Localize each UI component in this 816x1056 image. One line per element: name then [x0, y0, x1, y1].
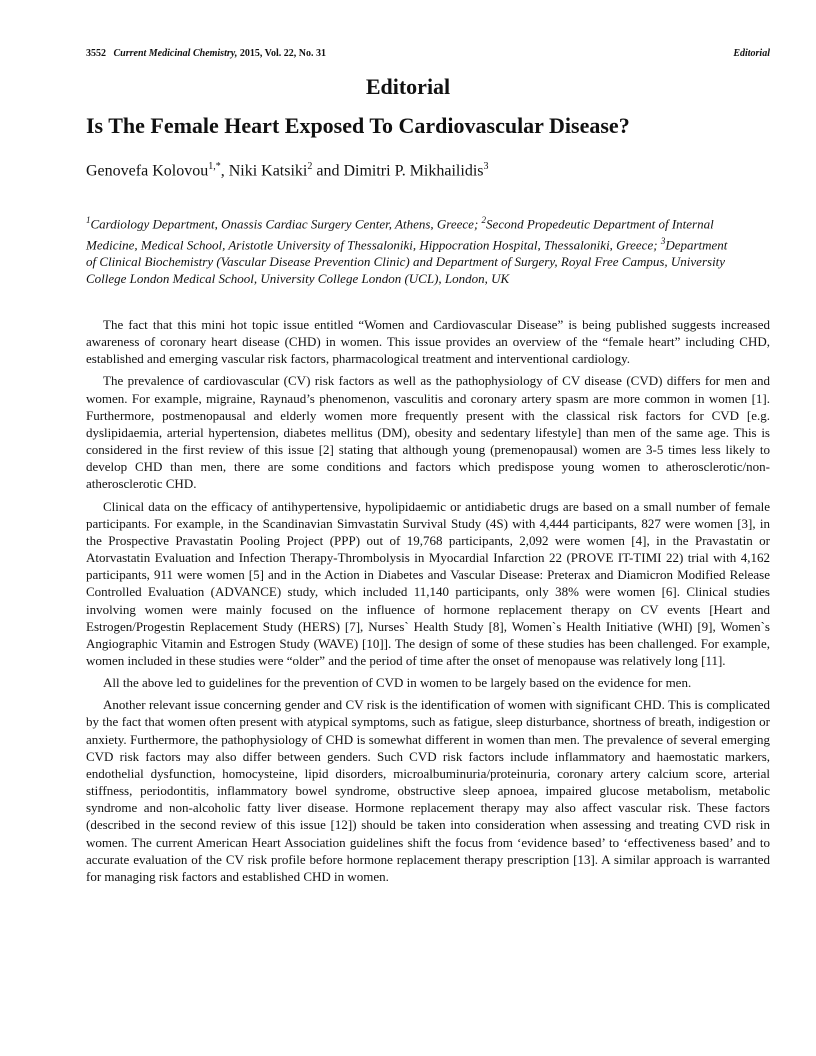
author-affiliation-marker: 3	[483, 161, 489, 172]
author-name: Niki Katsiki	[228, 162, 308, 180]
running-header-left	[86, 48, 326, 59]
journal-name: Current Medicinal Chemistry,	[113, 48, 238, 59]
affiliation-text: Cardiology Department, Onassis Cardiac Surgery Center, Athens, Greece;	[90, 216, 482, 232]
body-paragraph: The prevalence of cardiovascular (CV) risk factors as well as the pathophysiology of CV disease (CVD) differs for men and women. For example, migraine, Raynaud’s phenomenon, vasculitis and coronary artery spasm are more common in women [1]. Furthermore, postmenopausal and elderly women more frequently present with the classical risk factors for CVD [e.g. dyslipidaemia, arterial hypertension, diabetes mellitus (DM), obesity and sedentary lifestyle] than men of the same age. This is considered in the first review of this issue [2] stating that although young (premenopausal) women are 3-5 times less likely to develop CHD than men, there are some conditions and factors which predispose young women to atherosclerotic/non-atherosclerotic CHD.	[86, 373, 770, 492]
affiliation-marker: 1	[86, 215, 91, 225]
body-paragraph: The fact that this mini hot topic issue entitled “Women and Cardiovascular Disease” is being published suggests increased awareness of coronary heart disease (CHD) in women. This issue provides an overview of the “female heart” including CHD, established and emerging vascular risk factors, pharmacological treatment and interventional cardiology.	[86, 317, 770, 367]
affiliation-marker: 3	[660, 235, 666, 246]
article-body	[86, 316, 770, 890]
journal-issue: 2015, Vol. 22, No. 31	[239, 48, 326, 59]
section-label: Editorial	[365, 74, 451, 99]
affiliation-text: Second Propedeutic Department of Internal Medicine, Medical School, Aristotle University of Thessaloniki, Hippocration Hospital, Thessaloniki, Greece;	[86, 216, 714, 252]
author-list	[86, 161, 770, 180]
author-name: Dimitri P. Mikhailidis	[343, 162, 484, 180]
affiliation-marker: 2	[481, 215, 487, 225]
affiliation-text: Department of Clinical Biochemistry (Vascular Disease Prevention Clinic) and Department of Surgery, Royal Free Campus, University College London Medical School, University College London (UCL), London, UK	[86, 236, 728, 287]
author-separator: and	[312, 162, 344, 180]
author-affiliation-marker: 2	[307, 161, 313, 172]
body-paragraph: Another relevant issue concerning gender and CV risk is the identification of women with significant CHD. This is complicated by the fact that women often present with atypical symptoms, such as fatigue, sleep disturbance, shortness of breath, indigestion or anxiety. Furthermore, the pathophysiology of CHD is somewhat different in women than men. The prevalence of several emerging CVD risk factors may also differ between genders. Such CVD risk factors include inflammatory and haemostatic markers, endothelial dysfunction, homocysteine, lipid disorders, microalbuminuria/proteinuria, coronary artery calcium score, arterial stiffness, periodontitis, inflammatory bowel syndrome, obstructive sleep apnoea, impaired glucose metabolism, metabolic syndrome and non-alcoholic fatty liver disease. Hormone replacement therapy may also affect vascular risk. These factors (described in the second review of this issue [12]) should be taken into consideration when assessing and treating CVD risk in women. The current American Heart Association guidelines shift the focus from ‘evidence based’ to ‘effectiveness based’ and to accurate evaluation of the CV risk profile before hormone replacement therapy prescription [13]. A similar approach is warranted for managing risk factors and established CHD in women.	[86, 697, 770, 884]
author-affiliation-marker: 1,*	[208, 161, 221, 172]
author-separator: ,	[220, 162, 229, 180]
body-paragraph: Clinical data on the efficacy of antihypertensive, hypolipidaemic or antidiabetic drugs are based on a small number of female participants. For example, in the Scandinavian Simvastatin Survival Study (4S) with 4,444 participants, 827 were women [3], in the Prospective Pravastatin Pooling Project (PPP) out of 19,768 participants, 2,092 were women [4], in the Pravastatin or Atorvastatin Evaluation and Infection Therapy-Thrombolysis in Myocardial Infarction 22 (PROVE IT-TIMI 22) trial with 4,162 participants, 911 were women [5] and in the Action in Diabetes and Vascular Disease: Preterax and Diamicron Modified Release Controlled Evaluation (ADVANCE) study, which included 11,140 participants, only 38% were women [6]. Clinical studies involving women were mainly focused on the influence of hormone replacement therapy on CV events [Heart and Estrogen/Progestin Replacement Study (HERS) [7], Nurses` Health Study [8], Women`s Health Initiative (WHI) [9], Women`s Angiographic Vitamin and Estrogen Study (WAVE) [10]]. The design of some of these studies has been challenged. For example, women included in these studies were “older” and the period of time after the onset of menopause was relatively long [11].	[86, 498, 770, 668]
affiliations	[86, 212, 736, 287]
article-title: Is The Female Heart Exposed To Cardiovascular Disease?	[86, 113, 630, 138]
page-number: 3552	[86, 48, 106, 59]
body-paragraph: All the above led to guidelines for the prevention of CVD in women to be largely based on the evidence for men.	[103, 675, 692, 691]
running-header-section: Editorial	[733, 48, 770, 59]
author-name: Genovefa Kolovou	[86, 162, 209, 180]
